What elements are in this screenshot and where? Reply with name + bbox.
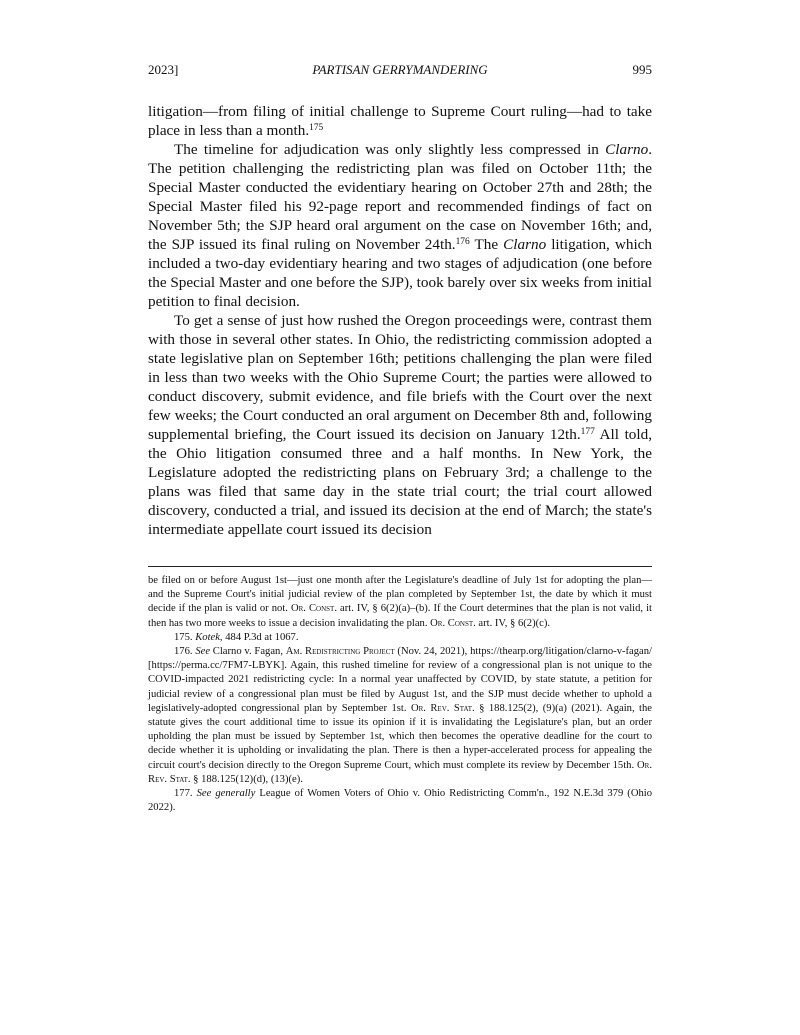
footnotes [148,574,652,815]
footnote-ref-176[interactable]: 176 [455,236,470,247]
footnote-ref-177[interactable]: 177 [580,426,595,437]
source-link[interactable]: https://thearp.org/litigation/clarno-v-fagan/ [470,646,652,658]
paragraph-1: litigation—from filing of initial challenge to Supreme Court ruling—had to take place in less than a month.$^{175}$ [148,103,652,139]
footnote-divider [148,566,652,567]
footnote-continuation: be filed on or before August 1st—just one month after the Legislature's deadline of July 1st for adopting the plan—and the Supreme Court's initial judicial review of the plan completed by September 1st, the date by which it must decide if the plan is valid or not. Or. Const. art. IV, § 6(2)(a)–(b). If the Court determines that the plan is not valid, it then has two more weeks to issue a decision invalidating the plan. Or. Const. art. IV, § 6(2)(c). [148,575,652,629]
case-name: Clarno [503,236,547,253]
paragraph-3: To get a sense of just how rushed the Oregon proceedings were, contrast them with those in several other states. In Ohio, the redistricting commission adopted a state legislative plan on September 16th; petitions challenging the plan were filed in less than two weeks with the Ohio Supreme Court; the parties were allowed to conduct discovery, submit evidence, and file briefs with the Court over the next few weeks; the Court conducted an oral argument on December 8th and, following supplemental briefing, the Court issued its decision on January 12th.$^{177}$ All told, the Ohio litigation consumed three and a half months. In New York, the Legislature adopted the redistricting plans on February 3rd; a challenge to the plans was filed that same day in the state trial court; the trial court allowed discovery, conducted a trial, and issued its decision at the end of March; the state's intermediate appellate court issued its decision [148,312,652,538]
main-text [148,102,652,539]
footnote-ref-175[interactable]: 175 [309,122,324,133]
footnote-175: 175. Kotek, 484 P.3d at 1067. [174,631,299,643]
footnote-176: 176. See Clarno v. Fagan, Am. Redistricting Project (Nov. 24, 2021), https://thearp.org/litigation/clarno-v-fagan/ [https://perma.cc/7FM7-LBYK]. Again, this rushed timeline for review of a congressional plan is not unique to the COVID-impacted 2021 redistricting cycle: In a normal year unaffected by COVID, by state statute, a petition for judicial review of a congressional plan must be filed by August 1st, and the SJP must decide whether to uphold a legislatively-adopted congressional plan by September 1st. Or. Rev. Stat. § 188.125(2), (9)(a) (2021). Again, the statute gives the court additional time to issue its opinion if it is invalidating the Legislature's plan, but an order upholding the plan must be issued by September 1st, which then becomes the operative deadline for the court to decide whether it is upholding or invalidating the plan. There is then a hyper-accelerated process for appealing the circuit court's decision directly to the Oregon Supreme Court, which must complete its review by December 15th. Or. Rev. Stat. § 188.125(12)(d), (13)(e). [148,646,652,785]
header-year: 2023] [148,62,179,77]
page-number: 995 [632,62,652,77]
paragraph-2: The timeline for adjudication was only slightly less compressed in Clarno. The petition challenging the redistricting plan was filed on October 11th; the Special Master conducted the evidentiary hearing on October 27th and 28th; the Special Master filed his 92-page report and recommended findings of fact on November 5th; the SJP heard oral argument on the case on November 16th; and, the SJP issued its final ruling on November 24th.$^{176}$ The Clarno litigation, which included a two-day evidentiary hearing and two stages of adjudication (one before the Special Master and one before the SJP), took barely over six weeks from initial petition to final decision. [148,141,653,310]
header-title: PARTISAN GERRYMANDERING [312,62,488,77]
footnote-177: 177. See generally League of Women Voters of Ohio v. Ohio Redistricting Comm'n., 192 N.E.3d 379 (Ohio 2022). [148,788,653,814]
case-name: Clarno [605,141,649,158]
